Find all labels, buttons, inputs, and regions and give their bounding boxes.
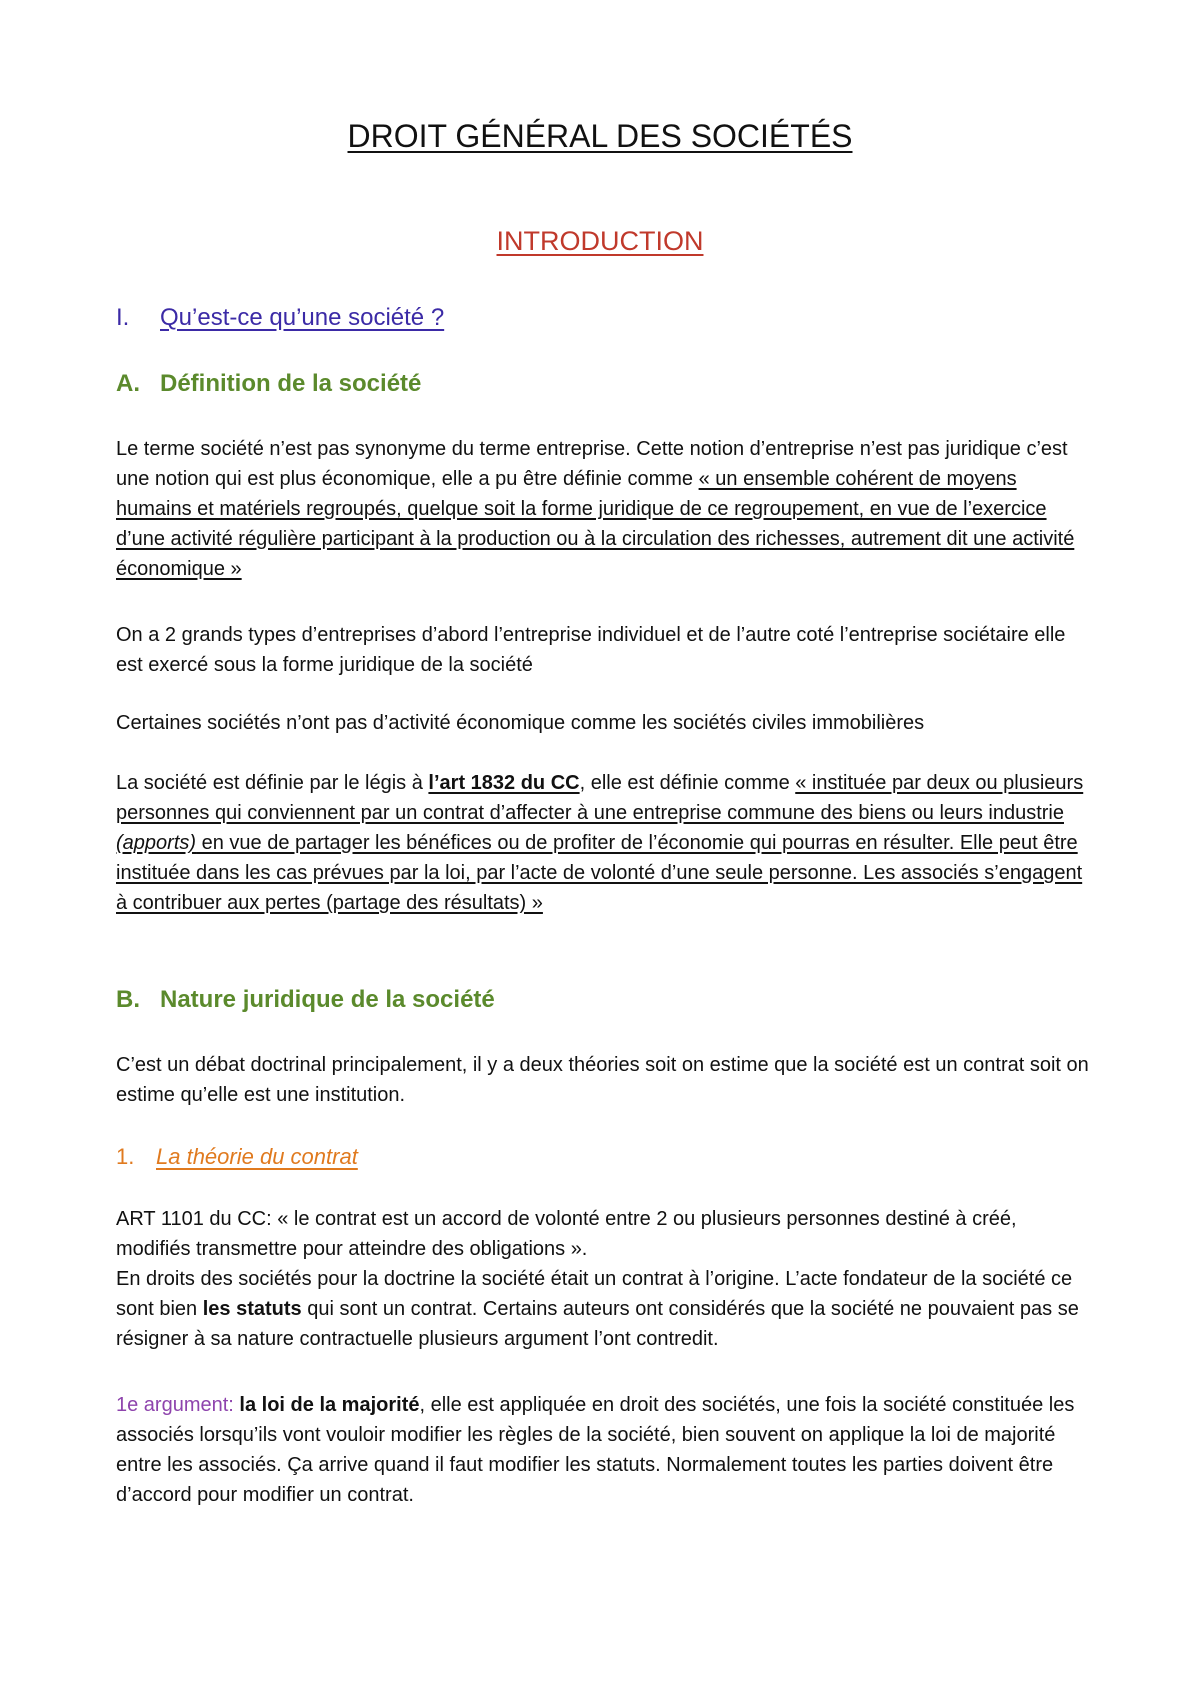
argument-label: 1e argument: xyxy=(116,1394,234,1416)
paragraph-civil-companies: Certaines sociétés n’ont pas d’activité économique comme les sociétés civiles immobilières xyxy=(116,712,925,734)
founding-act-text-b: qui sont un contrat. Certains auteurs ont considérés que la société ne pouvaient pas se résigner à sa nature contractuelle plusieurs argument l’ont contredit. xyxy=(116,1298,1079,1350)
paragraph-doctrinal-debate: C’est un débat doctrinal principalement, il y a deux théories soit on estime que la société est un contrat soit on estime qu’elle est une institution. xyxy=(116,1054,1089,1106)
article-reference: l’art 1832 du CC xyxy=(428,772,580,794)
argument-bold: la loi de la majorité xyxy=(239,1394,420,1416)
paragraph-contract-theory xyxy=(116,1204,1094,1354)
section-1-number: 1. xyxy=(116,1144,135,1169)
statuts-bold: les statuts xyxy=(202,1298,302,1320)
section-1-title: La théorie du contrat xyxy=(156,1144,358,1169)
article-1101-text: ART 1101 du CC: « le contrat est un accord de volonté entre 2 ou plusieurs personnes destiné à créé, modifiés transmettre pour atteindre des obligations ». xyxy=(116,1208,1017,1260)
article-text-1: La société est définie par le légis à xyxy=(116,772,429,794)
section-I-title: Qu’est-ce qu’une société ? xyxy=(160,304,445,331)
paragraph-definition xyxy=(116,434,1094,584)
section-1-heading xyxy=(116,1144,358,1170)
founding-act-text xyxy=(116,1264,1094,1354)
paragraph-first-argument xyxy=(116,1390,1094,1510)
paragraph-article-1832 xyxy=(116,768,1094,918)
section-A-heading xyxy=(116,370,421,398)
section-B-heading xyxy=(116,986,495,1014)
section-A-title: Définition de la société xyxy=(160,370,422,397)
paragraph-types: On a 2 grands types d’entreprises d’abord l’entreprise individuel et de l’autre coté l’entreprise sociétaire elle est exercé sous la forme juridique de la société xyxy=(116,624,1066,676)
argument-text: , elle est appliquée en droit des sociétés, une fois la société constituée les associés lorsqu’ils vont vouloir modifier les règles de la société, bien souvent on applique la loi de majorité entre les associés. Ça arrive quand il faut modifier les statuts. Normalement toutes les parties doivent être d’accord pour modifier un contrat. xyxy=(116,1394,1075,1506)
article-quote-1: « instituée par deux ou plusieurs personnes qui conviennent par un contrat d’affecter à une entreprise commune des biens ou leurs industrie xyxy=(116,772,1084,824)
article-quote-2: en vue de partager les bénéfices ou de profiter de l’économie qui pourras en résulter. Elle peut être instituée dans les cas prévues par la loi, par l’acte de volonté d’une seule personne. Les associés s’engagent à contribuer aux pertes (partage des résultats) » xyxy=(116,832,1083,914)
paragraph-definition-text: Le terme société n’est pas synonyme du terme entreprise. Cette notion d’entreprise n’est pas juridique c’est une notion qui est plus économique, elle a pu être définie comme xyxy=(116,438,1068,490)
article-text-2: , elle est définie comme xyxy=(579,772,796,794)
article-apports: (apports) xyxy=(116,832,197,854)
paragraph-definition-quote: « un ensemble cohérent de moyens humains et matériels regroupés, quelque soit la forme juridique de ce regroupement, en vue de l’exercice d’une activité régulière participant à la production ou à la circulation des richesses, autrement dit une activité économique » xyxy=(116,468,1075,580)
section-I-number: I. xyxy=(116,304,130,331)
introduction-heading: INTRODUCTION xyxy=(496,226,704,256)
document-title: DROIT GÉNÉRAL DES SOCIÉTÉS xyxy=(347,118,853,154)
founding-act-text-a: En droits des sociétés pour la doctrine la société était un contrat à l’origine. L’acte fondateur de la société ce sont bien xyxy=(116,1268,1073,1320)
section-I-heading xyxy=(116,304,444,332)
section-B-number: B. xyxy=(116,986,140,1013)
section-B-title: Nature juridique de la société xyxy=(160,986,495,1013)
section-A-number: A. xyxy=(116,370,140,397)
